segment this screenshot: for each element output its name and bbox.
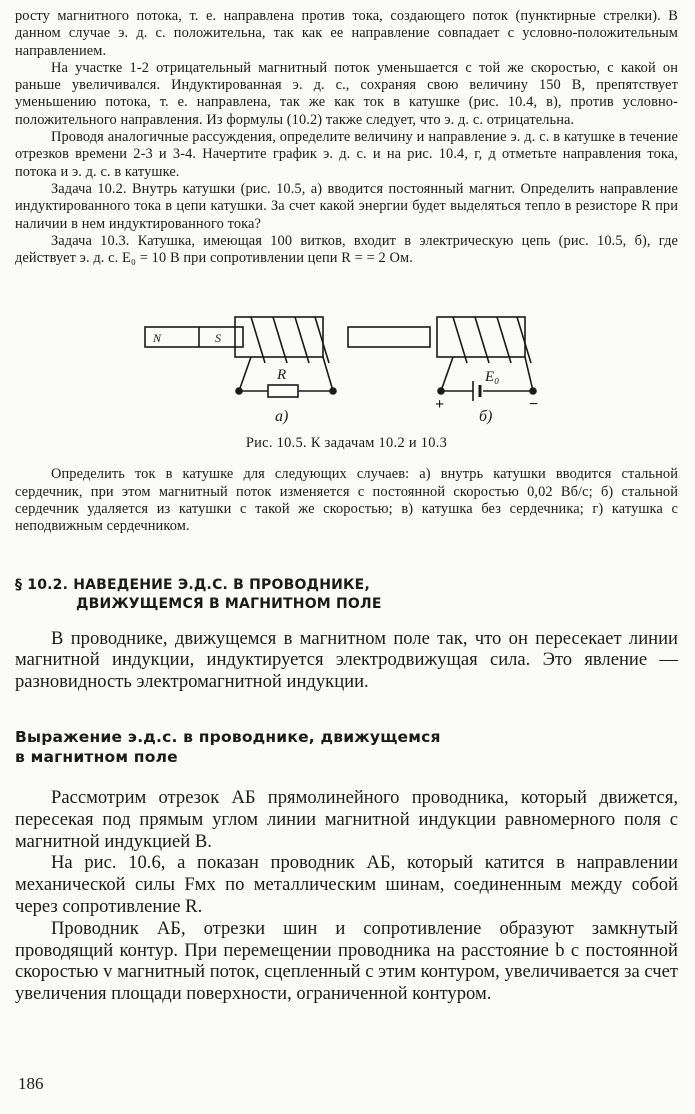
paragraph: На участке 1-2 отрицательный магнитный поток уменьшается с той же скоростью, с какой он раньше увеличивался. Индуктированная э. д. с., сохраняя свою величину 150 В, препятствует уменьшению потока, т. е. направлена, так же как ток в катушке (рис. 10.4, в), против условно-положительного направления. Из формулы (10.2) также следует, что э. д. с. отрицательна. (15, 59, 678, 128)
intro-text (15, 628, 678, 693)
figure-b-label: б) (479, 408, 493, 426)
minus-sign: − (529, 396, 539, 414)
magnet-n-label: N (153, 331, 162, 346)
paragraph: Проводник АБ, отрезки шин и сопротивление образуют замкнутый проводящий контур. При перемещении проводника на расстояние b с постоянной скоростью v магнитный поток, сцепленный с этим контуром, увеличивается за счет увеличения площади поверхности, ограниченной контуром. (15, 917, 678, 1005)
section-title-line2: ДВИЖУЩЕМСЯ В МАГНИТНОМ ПОЛЕ (76, 595, 382, 612)
steel-core (348, 327, 430, 347)
section-title (15, 576, 678, 614)
figure-10-5 (15, 281, 678, 431)
body-text (15, 787, 678, 1005)
paragraph: В проводнике, движущемся в магнитном поле так, что он пересекает линии магнитной индукции, индуктируется электродвижущая сила. Это явление — разновидность электромагнитной индукции. (15, 627, 678, 693)
figure-a-label: а) (275, 408, 289, 426)
plus-sign: + (435, 396, 445, 414)
problem-10-3: Задача 10.3. Катушка, имеющая 100 витков, входит в электрическую цепь (рис. 10.5, б), где действует э. д. с. E₀ = 10 В при сопротивлении цепи R = = 2 Ом. (15, 232, 678, 267)
subheading-line2: в магнитном поле (15, 748, 178, 767)
coil-turns-b (453, 317, 531, 363)
resistor (268, 385, 298, 397)
emf-label: E₀ (485, 369, 500, 386)
coil-turns-a (251, 317, 329, 363)
section-title-line1: § 10.2. НАВЕДЕНИЕ Э.Д.С. В ПРОВОДНИКЕ, (15, 576, 370, 593)
after-figure-text (15, 466, 678, 535)
paragraph: Рассмотрим отрезок АБ прямолинейного проводника, который движется, пересекая под прямым углом линии магнитной индукции равномерного поля с магнитной индукцией B. (15, 787, 678, 852)
top-text (15, 8, 678, 267)
paragraph: На рис. 10.6, а показан проводник АБ, который катится в направлении механической силы Fмх по металлическим шинам, соединенным между собой через сопротивление R. (15, 852, 678, 918)
problem-10-2: Задача 10.2. Внутрь катушки (рис. 10.5, а) вводится постоянный магнит. Определить направление индуктированного тока в цепи катушки. За счет какой энергии будет выделяться тепло в резисторе R при наличии в нем индуктированного тока? (15, 180, 678, 232)
subheading (15, 727, 678, 767)
circuit-diagram (133, 281, 563, 431)
magnet-s-label: S (215, 331, 221, 346)
figure-caption: Рис. 10.5. К задачам 10.2 и 10.3 (245, 435, 448, 452)
paragraph: росту магнитного потока, т. е. направлена против тока, создающего поток (пунктирные стрелки). В данном случае э. д. с. положительна, так как ее направление совпадает с условно-положительным направлением. (15, 8, 678, 59)
resistor-label: R (277, 367, 287, 384)
subheading-line1: Выражение э.д.с. в проводнике, движущемся (15, 728, 441, 747)
paragraph: Проводя аналогичные рассуждения, определите величину и направление э. д. с. в катушке в течение отрезков времени 2-3 и 3-4. Начертите график э. д. с. и на рис. 10.4, г, д отметьте направления тока, потока и э. д. с. в катушке. (15, 129, 678, 180)
page-number: 186 (18, 1074, 44, 1093)
paragraph: Определить ток в катушке для следующих случаев: а) внутрь катушки вводится стальной сердечник, при этом магнитный поток изменяется с постоянной скоростью 0,02 Вб/с; б) стальной сердечник удаляется из катушки с такой же скоростью; в) катушка без сердечника; г) катушка с неподвижным сердечником. (15, 466, 678, 535)
page-content (15, 8, 678, 1005)
